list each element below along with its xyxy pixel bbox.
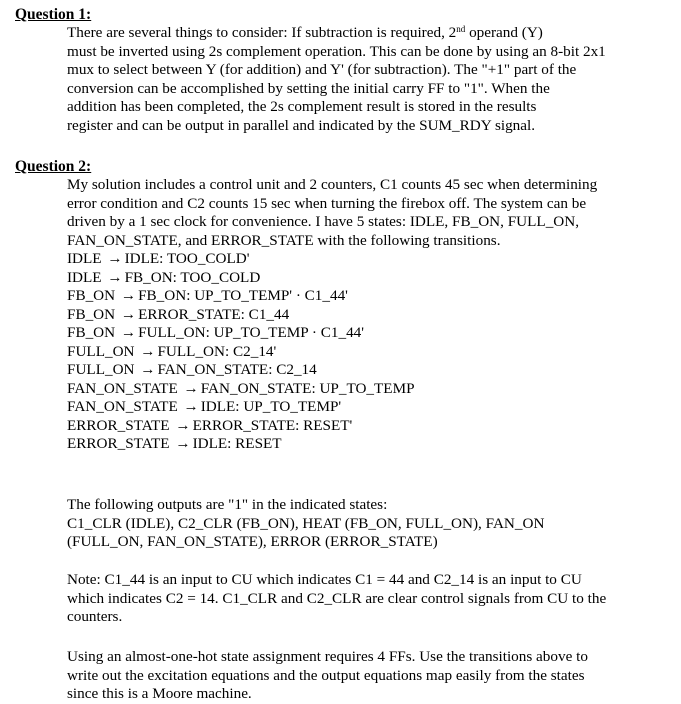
q1-line-5: addition has been completed, the 2s complement result is stored in the results bbox=[67, 98, 537, 115]
transition-to: ERROR_STATE: C1_44 bbox=[138, 305, 290, 323]
right-arrow-icon: → bbox=[107, 268, 123, 286]
transition-line bbox=[67, 343, 672, 362]
transition-to: FB_ON: TOO_COLD bbox=[124, 268, 261, 286]
right-arrow-icon: → bbox=[107, 250, 123, 267]
transition-from: FAN_ON_STATE bbox=[67, 379, 178, 397]
right-arrow-icon: → bbox=[175, 416, 191, 434]
transition-from: FB_ON bbox=[67, 305, 116, 323]
transition-line bbox=[67, 417, 672, 436]
transition-to: FULL_ON: C2_14' bbox=[157, 342, 277, 360]
note-line: which indicates C2 = 14. C1_CLR and C2_CLR are clear control signals from CU to the bbox=[67, 589, 607, 607]
outputs-line: C1_CLR (IDLE), C2_CLR (FB_ON), HEAT (FB_ON, FULL_ON), FAN_ON bbox=[67, 514, 545, 532]
right-arrow-icon: → bbox=[175, 435, 191, 452]
transition-from: FAN_ON_STATE bbox=[67, 398, 178, 415]
right-arrow-icon: → bbox=[183, 379, 199, 397]
closing-line: since this is a Moore machine. bbox=[67, 685, 252, 702]
transition-from: FULL_ON bbox=[67, 342, 135, 360]
transition-from: ERROR_STATE bbox=[67, 416, 170, 434]
q1-line-2: must be inverted using 2s complement operation. This can be done by using an 8-bit 2x1 bbox=[67, 42, 606, 60]
question-2-answer bbox=[67, 176, 672, 454]
transition-to: FB_ON: UP_TO_TEMP' · C1_44' bbox=[138, 287, 348, 304]
transition-from: FB_ON bbox=[67, 287, 116, 304]
q1-line-6: register and can be output in parallel and indicated by the SUM_RDY signal. bbox=[67, 116, 536, 134]
transition-to: IDLE: UP_TO_TEMP' bbox=[200, 398, 342, 415]
q1-line-1-superscript: nd bbox=[456, 24, 466, 34]
q2-intro-line: FAN_ON_STATE, and ERROR_STATE with the following transitions. bbox=[67, 231, 501, 249]
transition-to: ERROR_STATE: RESET' bbox=[192, 416, 353, 434]
right-arrow-icon: → bbox=[120, 324, 137, 341]
note-paragraph bbox=[67, 571, 672, 627]
transition-line bbox=[67, 306, 672, 325]
closing-line: write out the excitation equations and the output equations map easily from the states bbox=[67, 666, 585, 684]
q1-line-1-text-b: operand (Y) bbox=[465, 24, 543, 41]
closing-line: Using an almost-one-hot state assignment requires 4 FFs. Use the transitions above to bbox=[67, 648, 588, 665]
transition-line bbox=[67, 435, 672, 454]
outputs-line: (FULL_ON, FAN_ON_STATE), ERROR (ERROR_STATE) bbox=[67, 533, 438, 550]
transition-line bbox=[67, 324, 672, 343]
note-line: Note: C1_44 is an input to CU which indicates C1 = 44 and C2_14 is an input to CU bbox=[67, 571, 582, 588]
right-arrow-icon: → bbox=[140, 342, 156, 360]
transition-to: FAN_ON_STATE: UP_TO_TEMP bbox=[200, 379, 415, 397]
q2-intro-line: driven by a 1 sec clock for convenience. I have 5 states: IDLE, FB_ON, FULL_ON, bbox=[67, 213, 580, 230]
q1-line-3: mux to select between Y (for addition) and Y' (for subtraction). The "+1" part of the bbox=[67, 61, 577, 78]
transition-to: IDLE: RESET bbox=[192, 435, 282, 452]
right-arrow-icon: → bbox=[140, 361, 156, 378]
transition-line bbox=[67, 250, 672, 269]
transition-from: FULL_ON bbox=[67, 361, 135, 378]
outputs-paragraph bbox=[67, 496, 672, 552]
outputs-line: The following outputs are "1" in the indicated states: bbox=[67, 496, 388, 513]
transition-from: IDLE bbox=[67, 268, 102, 286]
note-line: counters. bbox=[67, 608, 123, 625]
transition-to: FULL_ON: UP_TO_TEMP · C1_44' bbox=[138, 324, 365, 341]
q1-line-1-text-a: There are several things to consider: If subtraction is required, 2 bbox=[67, 24, 457, 41]
question-2-heading: Question 2: bbox=[15, 158, 92, 175]
transition-from: ERROR_STATE bbox=[67, 435, 170, 452]
transition-line bbox=[67, 380, 672, 399]
transition-line bbox=[67, 398, 672, 417]
question-1-answer bbox=[67, 24, 672, 135]
right-arrow-icon: → bbox=[120, 287, 137, 304]
transition-line bbox=[67, 287, 672, 306]
transition-to: FAN_ON_STATE: C2_14 bbox=[157, 361, 317, 378]
q2-intro-line: error condition and C2 counts 15 sec when turning the firebox off. The system can be bbox=[67, 194, 587, 212]
q2-intro-line: My solution includes a control unit and 2 counters, C1 counts 45 sec when determining bbox=[67, 176, 598, 193]
transition-line bbox=[67, 269, 672, 288]
q1-line-1 bbox=[67, 24, 672, 43]
right-arrow-icon: → bbox=[120, 305, 137, 323]
question-1-heading: Question 1: bbox=[15, 6, 92, 23]
q1-line-4: conversion can be accomplished by setting the initial carry FF to "1". When the bbox=[67, 79, 550, 97]
transition-from: IDLE bbox=[67, 250, 102, 267]
transition-to: IDLE: TOO_COLD' bbox=[124, 250, 250, 267]
transition-line bbox=[67, 361, 672, 380]
right-arrow-icon: → bbox=[183, 398, 199, 415]
closing-paragraph bbox=[67, 648, 672, 704]
transition-from: FB_ON bbox=[67, 324, 116, 341]
